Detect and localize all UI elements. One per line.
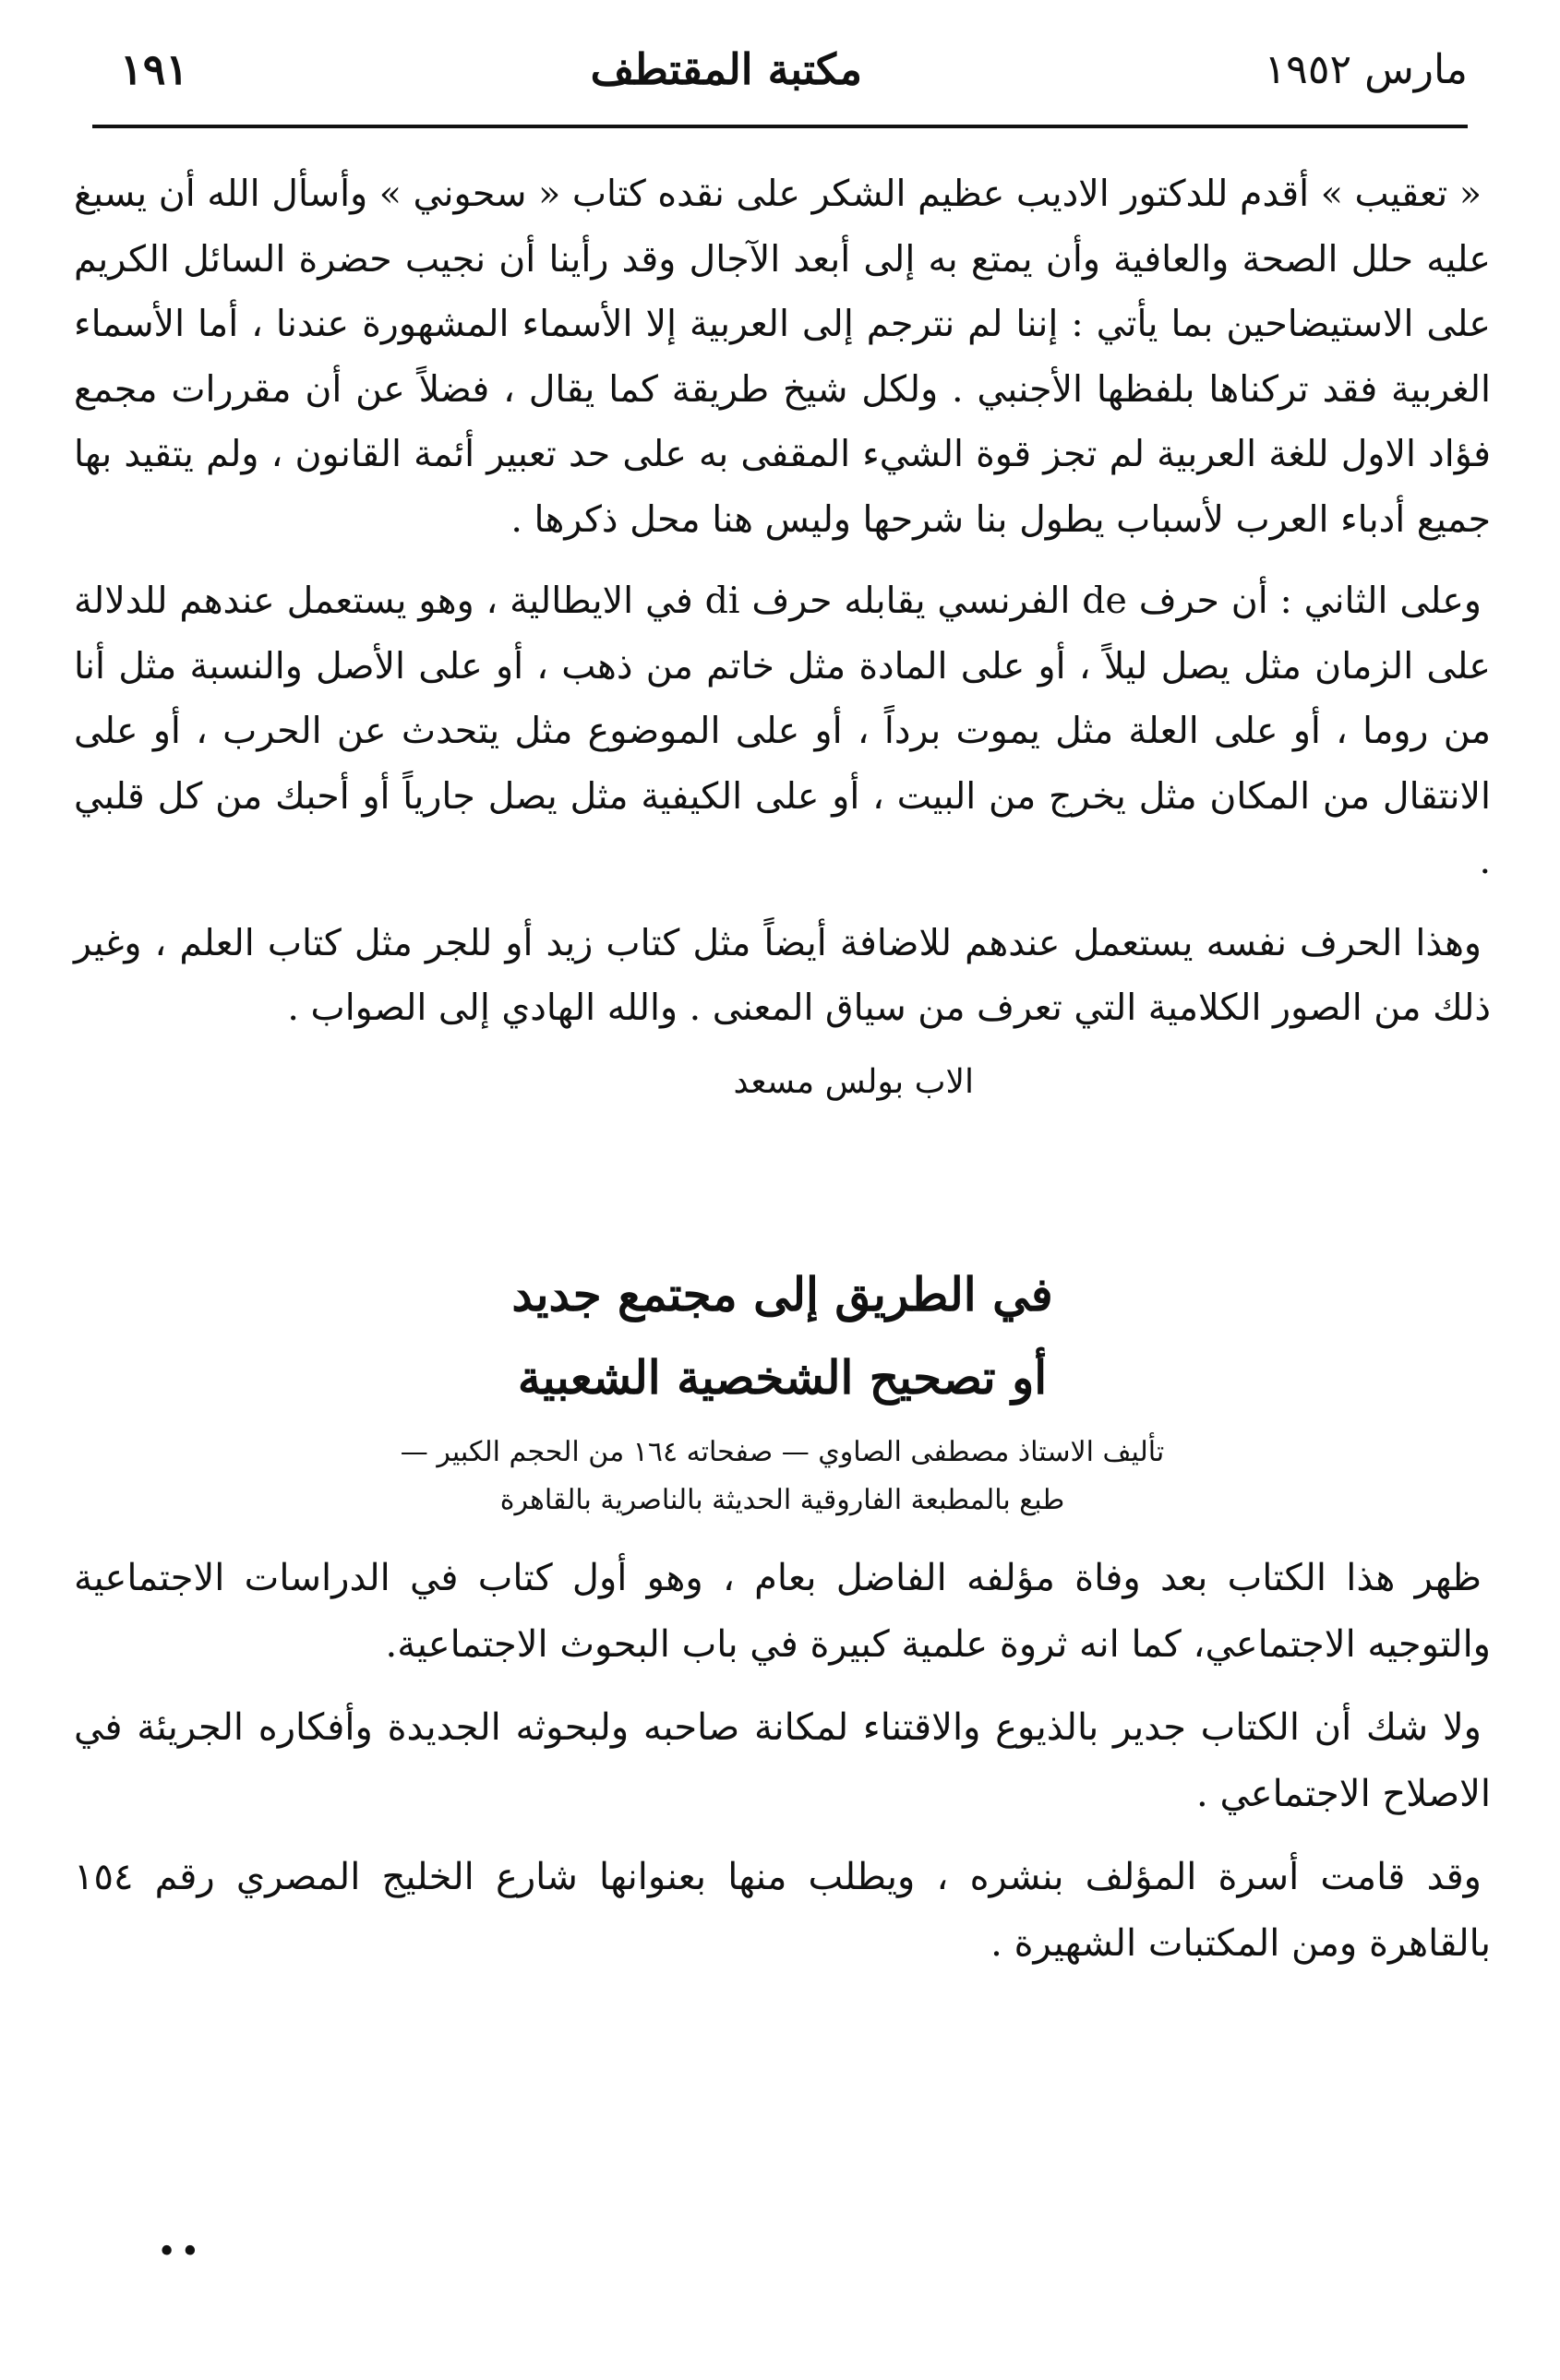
issue-date: مارس ١٩٥٢ bbox=[1264, 45, 1468, 93]
page-body bbox=[74, 161, 1491, 1993]
end-mark: •• bbox=[157, 2233, 204, 2271]
letter-paragraph-1: « تعقيب » أقدم للدكتور الاديب عظيم الشكر على نقده كتاب « سحوني » وأسأل الله أن يسبغ عليه حلل الصحة والعافية وأن يمتع به إلى أبعد الآجال وقد رأينا أن نجيب حضرة السائل الكريم على الاستيضاحين بما يأتي : إننا لم نترجم إلى العربية إلا الأسماء المشهورة عندنا ، أما الأسماء الغربية فقد تركناها بلفظها الأجنبي . ولكل شيخ طريقة كما يقال ، فضلاً عن أن مقررات مجمع فؤاد الاول للغة العربية لم تجز قوة الشيء المقفى به على حد تعبير أئمة القانون ، ولم يتقيد بها جميع أدباء العرب لأسباب يطول بنا شرحها وليس هنا محل ذكرها . bbox=[74, 173, 1491, 541]
page-number: ١٩١ bbox=[120, 44, 189, 94]
review-subtitle: أو تصحيح الشخصية الشعبية bbox=[517, 1349, 1048, 1405]
running-header bbox=[120, 37, 1468, 102]
letter-section bbox=[74, 161, 1491, 1115]
header-rule bbox=[92, 125, 1468, 128]
review-credits bbox=[74, 1429, 1491, 1525]
review-paragraph-3: وقد قامت أسرة المؤلف بنشره ، ويطلب منها بعنوانها شارع الخليج المصري رقم ١٥٤ بالقاهرة ومن المكتبات الشهيرة . bbox=[74, 1855, 1491, 1965]
review-paragraph-2: ولا شك أن الكتاب جدير بالذيوع والاقتناء لمكانة صاحبه ولبحوثه الجديدة وأفكاره الجريئة في الاصلاح الاجتماعي . bbox=[74, 1705, 1491, 1815]
section-title: مكتبة المقتطف bbox=[590, 44, 863, 94]
letter-signature: الاب بولس مسعد bbox=[733, 1062, 974, 1101]
letter-paragraph-3: وهذا الحرف نفسه يستعمل عندهم للاضافة أيضاً مثل كتاب زيد أو للجر مثل كتاب العلم ، وغير ذلك من الصور الكلامية التي تعرف من سياق المعنى . والله الهادي إلى الصواب . bbox=[74, 921, 1491, 1029]
review-paragraph-1: ظهر هذا الكتاب بعد وفاة مؤلفه الفاضل بعام ، وهو أول كتاب في الدراسات الاجتماعية والتوجيه الاجتماعي، كما انه ثروة علمية كبيرة في باب البحوث الاجتماعية. bbox=[74, 1556, 1491, 1666]
review-author-line: تأليف الاستاذ مصطفى الصاوي — صفحاته ١٦٤ من الحجم الكبير — bbox=[400, 1435, 1165, 1468]
book-review-section bbox=[74, 1253, 1491, 1977]
review-title: في الطريق إلى مجتمع جديد bbox=[511, 1266, 1053, 1322]
review-printer-line: طبع بالمطبعة الفاروقية الحديثة بالناصرية بالقاهرة bbox=[499, 1483, 1065, 1516]
letter-paragraph-2: وعلى الثاني : أن حرف de الفرنسي يقابله حرف di في الايطالية ، وهو يستعمل عندهم للدلالة على الزمان مثل يصل ليلاً ، أو على المادة مثل خاتم من ذهب ، أو على الأصل والنسبة مثل أنا من روما ، أو على العلة مثل يموت برداً ، أو على الموضوع مثل يتحدث عن الحرب ، أو على الانتقال من المكان مثل يخرج من البيت ، أو على الكيفية مثل يصل جارياً أو أحبك من كل قلبي . bbox=[74, 580, 1491, 882]
